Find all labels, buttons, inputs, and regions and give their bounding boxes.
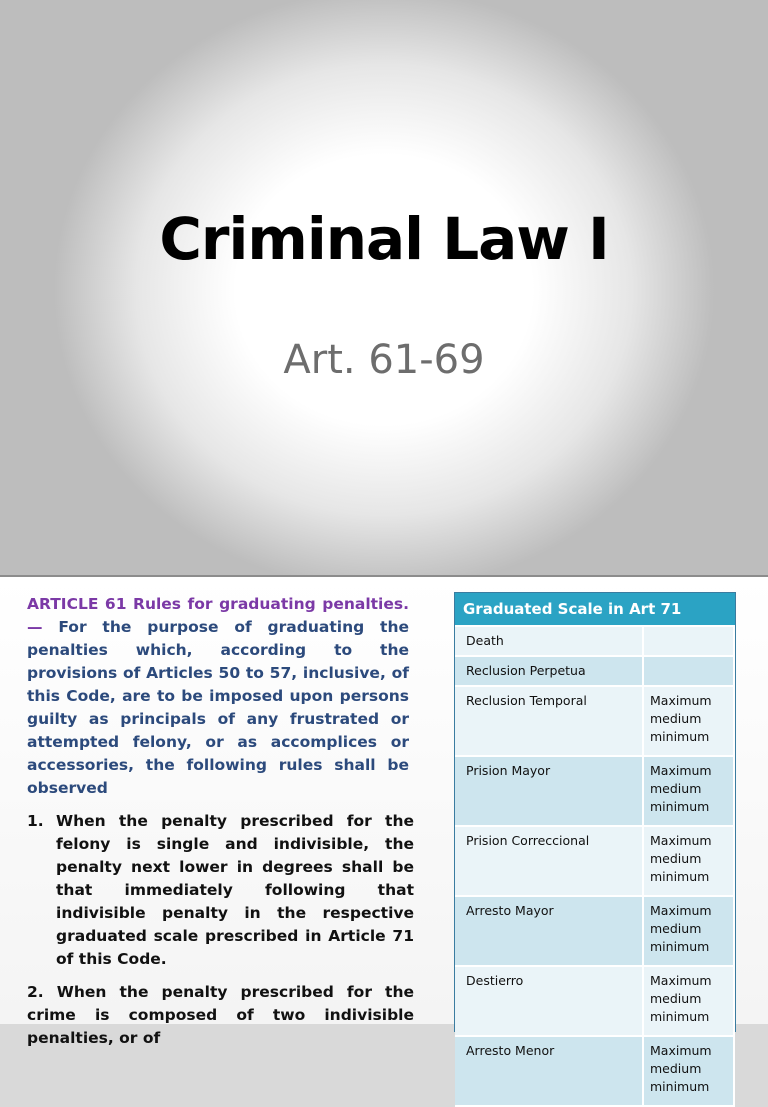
period-label: medium [650,711,702,726]
period-label: minimum [650,869,710,884]
table-row [455,896,734,966]
period-label: medium [650,781,702,796]
period-label: Maximum [650,833,712,848]
period-label: medium [650,1061,702,1076]
penalty-name: Prision Correccional [455,826,643,896]
content-slide [0,577,768,1094]
rule-2-text: 2. When the penalty prescribed for the crime is composed of two indivisible penalties, or of [27,983,414,1047]
period-label: Maximum [650,903,712,918]
rule-1 [27,810,414,971]
period-label: medium [650,991,702,1006]
penalty-name: Death [455,627,643,656]
table-title: Graduated Scale in Art 71 [455,593,735,627]
period-label: minimum [650,729,710,744]
period-label: medium [650,851,702,866]
table-row [455,627,734,656]
table-row [455,656,734,686]
period-label: Maximum [650,1043,712,1058]
period-label: minimum [650,1079,710,1094]
article-heading: ARTICLE 61 Rules for graduating penalties. — [27,595,409,636]
rule-1-number: 1. [27,812,44,830]
penalty-periods [643,896,734,966]
penalty-periods [643,966,734,1036]
table-row [455,966,734,1036]
period-label: minimum [650,1009,710,1024]
period-label: minimum [650,939,710,954]
table-row [455,686,734,756]
table-row [455,826,734,896]
penalty-name: Destierro [455,966,643,1036]
penalty-name: Arresto Menor [455,1036,643,1106]
period-label: Maximum [650,763,712,778]
slide-title: Criminal Law I [159,205,609,273]
period-label: Maximum [650,973,712,988]
table-row [455,756,734,826]
scale-table [455,627,735,1107]
rule-2 [27,981,414,1050]
period-label: Maximum [650,693,712,708]
graduated-scale-table [454,592,736,1094]
penalty-name: Arresto Mayor [455,896,643,966]
penalty-periods [643,826,734,896]
table-row [455,1036,734,1106]
rule-1-text: When the penalty prescribed for the felony is single and indivisible, the penalty next lower in degrees shall be that immediately following that indivisible penalty in the respective graduated scale prescribed in Article 71 of this Code. [56,812,414,968]
article-body: For the purpose of graduating the penalties which, according to the provisions of Articles 50 to 57, inclusive, of this Code, are to be imposed upon persons guilty as principals of any frustrated or attempted felony, or as accomplices or accessories, the following rules shall be observed [27,618,409,797]
penalty-periods [643,1036,734,1106]
penalty-periods [643,656,734,686]
penalty-periods [643,756,734,826]
period-label: minimum [650,799,710,814]
penalty-name: Reclusion Perpetua [455,656,643,686]
penalty-name: Prision Mayor [455,756,643,826]
article-paragraph [27,593,409,800]
penalty-name: Reclusion Temporal [455,686,643,756]
penalty-periods [643,686,734,756]
period-label: medium [650,921,702,936]
penalty-periods [643,627,734,656]
slide-subtitle: Art. 61-69 [283,337,485,383]
